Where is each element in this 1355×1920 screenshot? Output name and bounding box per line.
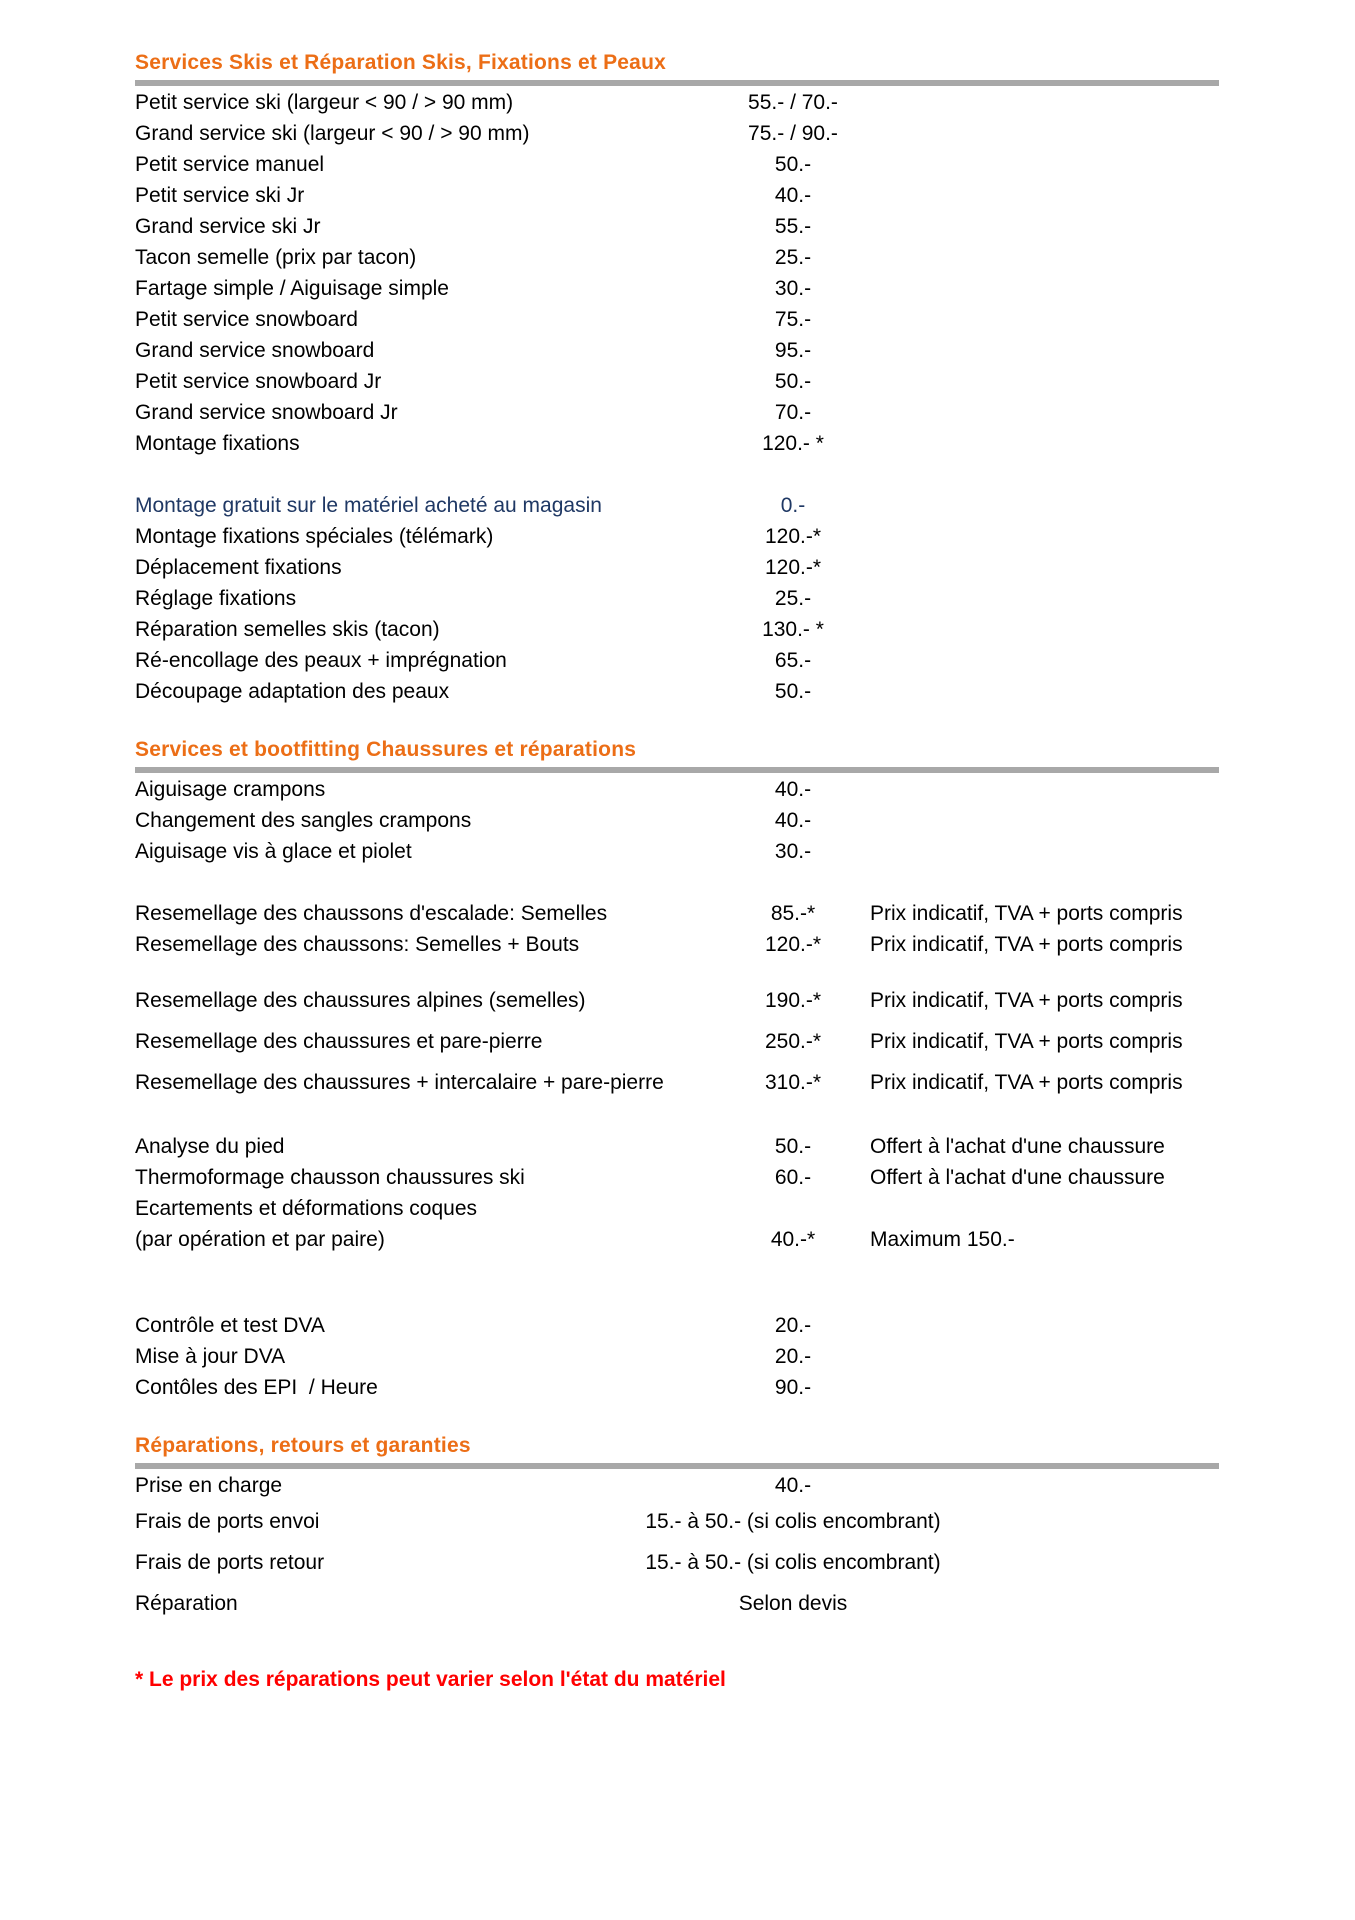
service-price: 130.- *	[762, 617, 824, 641]
service-price: 50.-	[774, 679, 812, 703]
service-label: Ré-encollage des peaux + imprégnation	[135, 648, 507, 672]
price-row	[135, 676, 1219, 707]
service-price: 15.- à 50.- (si colis encombrant)	[645, 1509, 941, 1533]
service-price: 250.-*	[764, 1029, 822, 1053]
spacer-row	[135, 459, 1219, 490]
service-label: Grand service snowboard Jr	[135, 400, 398, 424]
service-label: Thermoformage chausson chaussures ski	[135, 1165, 525, 1189]
service-price: 120.-*	[764, 555, 822, 579]
service-price: 50.-	[774, 152, 812, 176]
service-price: 70.-	[774, 400, 812, 424]
price-row	[135, 521, 1219, 552]
price-row	[135, 304, 1219, 335]
service-label: Resemellage des chaussures et pare-pierre	[135, 1029, 543, 1053]
service-price: 120.-*	[764, 524, 822, 548]
section-rows	[135, 87, 1219, 707]
service-label: Changement des sangles crampons	[135, 808, 472, 832]
service-price: 20.-	[774, 1313, 812, 1337]
service-label: Frais de ports envoi	[135, 1509, 320, 1533]
service-note: Prix indicatif, TVA + ports compris	[870, 932, 1183, 956]
price-row	[135, 1131, 1219, 1162]
service-label: Tacon semelle (prix par tacon)	[135, 245, 417, 269]
section-boots-services	[135, 737, 1219, 1403]
section-title: Réparations, retours et garanties	[135, 1434, 471, 1457]
section-divider	[135, 80, 1219, 86]
price-row	[135, 211, 1219, 242]
service-label: Découpage adaptation des peaux	[135, 679, 450, 703]
service-label: Petit service ski Jr	[135, 183, 305, 207]
service-price: 95.-	[774, 338, 812, 362]
service-label: Resemellage des chaussons d'escalade: Semelles	[135, 901, 608, 925]
service-note: Maximum 150.-	[870, 1227, 1015, 1251]
price-row	[135, 774, 1219, 805]
price-row	[135, 1583, 1219, 1624]
sections-container	[135, 50, 1219, 1624]
price-row	[135, 397, 1219, 428]
service-price: 40.-	[774, 808, 812, 832]
service-label: Prise en charge	[135, 1473, 283, 1497]
price-row	[135, 1542, 1219, 1583]
service-price: 65.-	[774, 648, 812, 672]
price-row	[135, 335, 1219, 366]
service-label: Réglage fixations	[135, 586, 297, 610]
service-label: Mise à jour DVA	[135, 1344, 286, 1368]
spacer-row	[135, 1103, 1219, 1131]
service-note: Prix indicatif, TVA + ports compris	[870, 988, 1183, 1012]
price-row	[135, 614, 1219, 645]
service-label: Analyse du pied	[135, 1134, 285, 1158]
service-label: Petit service snowboard	[135, 307, 358, 331]
service-price: 75.- / 90.-	[748, 121, 838, 145]
spacer-row	[135, 867, 1219, 898]
service-price: 40.-	[774, 183, 812, 207]
price-row	[135, 645, 1219, 676]
service-label: Montage fixations spéciales (télémark)	[135, 524, 494, 548]
price-row	[135, 1021, 1219, 1062]
service-price: 40.-	[774, 1473, 812, 1497]
service-price: 55.-	[774, 214, 812, 238]
price-row	[135, 1341, 1219, 1372]
price-row	[135, 805, 1219, 836]
price-row	[135, 1501, 1219, 1542]
service-label: Petit service manuel	[135, 152, 325, 176]
service-label: Contôles des EPI / Heure	[135, 1375, 378, 1399]
section-divider	[135, 1463, 1219, 1469]
service-label: Réparation	[135, 1591, 238, 1615]
service-price: 50.-	[774, 1134, 812, 1158]
service-price: 50.-	[774, 369, 812, 393]
service-label: Contrôle et test DVA	[135, 1313, 325, 1337]
service-label: Déplacement fixations	[135, 555, 342, 579]
price-list-content	[135, 50, 1219, 1692]
section-rows	[135, 1470, 1219, 1624]
service-price: 0.-	[780, 493, 806, 517]
price-row	[135, 242, 1219, 273]
service-label: Resemellage des chaussures alpines (semelles)	[135, 988, 586, 1012]
service-label: Montage gratuit sur le matériel acheté au magasin	[135, 493, 602, 517]
service-label: Montage fixations	[135, 431, 300, 455]
service-price: 20.-	[774, 1344, 812, 1368]
price-row	[135, 149, 1219, 180]
price-row	[135, 1224, 1219, 1255]
service-price: 60.-	[774, 1165, 812, 1189]
service-price: 120.-*	[764, 932, 822, 956]
section-divider	[135, 767, 1219, 773]
price-row	[135, 836, 1219, 867]
service-label: Grand service ski (largeur < 90 / > 90 mm)	[135, 121, 530, 145]
service-label: Ecartements et déformations coques	[135, 1196, 478, 1220]
service-label: (par opération et par paire)	[135, 1227, 385, 1251]
service-label: Frais de ports retour	[135, 1550, 325, 1574]
price-disclaimer: * Le prix des réparations peut varier selon l'état du matériel	[135, 1668, 726, 1691]
price-row	[135, 898, 1219, 929]
price-row	[135, 929, 1219, 960]
price-row	[135, 118, 1219, 149]
spacer-row	[135, 1255, 1219, 1310]
service-price: 120.- *	[762, 431, 824, 455]
price-row	[135, 980, 1219, 1021]
price-row	[135, 583, 1219, 614]
section-skis-services	[135, 50, 1219, 707]
price-row	[135, 552, 1219, 583]
price-row	[135, 1310, 1219, 1341]
spacer-row	[135, 960, 1219, 980]
service-price: 30.-	[774, 276, 812, 300]
price-row	[135, 1372, 1219, 1403]
service-price: 40.-*	[770, 1227, 816, 1251]
service-price: 55.- / 70.-	[748, 90, 838, 114]
service-label: Fartage simple / Aiguisage simple	[135, 276, 449, 300]
price-row	[135, 1193, 1219, 1224]
service-price: 90.-	[774, 1375, 812, 1399]
service-price: 15.- à 50.- (si colis encombrant)	[645, 1550, 941, 1574]
service-note: Prix indicatif, TVA + ports compris	[870, 1029, 1183, 1053]
service-label: Grand service ski Jr	[135, 214, 321, 238]
service-price: 75.-	[774, 307, 812, 331]
service-note: Prix indicatif, TVA + ports compris	[870, 901, 1183, 925]
price-row	[135, 366, 1219, 397]
price-row	[135, 180, 1219, 211]
service-price: 85.-*	[770, 901, 816, 925]
section-title: Services et bootfitting Chaussures et réparations	[135, 738, 637, 761]
price-row	[135, 1162, 1219, 1193]
service-price: 25.-	[774, 245, 812, 269]
service-label: Resemellage des chaussons: Semelles + Bouts	[135, 932, 580, 956]
service-note: Offert à l'achat d'une chaussure	[870, 1134, 1165, 1158]
price-row	[135, 428, 1219, 459]
service-label: Resemellage des chaussures + intercalaire + pare-pierre	[135, 1070, 664, 1094]
service-label: Aiguisage vis à glace et piolet	[135, 839, 412, 863]
section-title: Services Skis et Réparation Skis, Fixations et Peaux	[135, 51, 666, 74]
service-label: Petit service snowboard Jr	[135, 369, 382, 393]
section-repairs-returns	[135, 1433, 1219, 1624]
service-price: 40.-	[774, 777, 812, 801]
price-row	[135, 87, 1219, 118]
service-price: 30.-	[774, 839, 812, 863]
price-row	[135, 1062, 1219, 1103]
price-row	[135, 1470, 1219, 1501]
service-label: Aiguisage crampons	[135, 777, 326, 801]
service-note: Offert à l'achat d'une chaussure	[870, 1165, 1165, 1189]
service-price: Selon devis	[738, 1591, 848, 1615]
price-row	[135, 273, 1219, 304]
section-rows	[135, 774, 1219, 1403]
service-price: 310.-*	[764, 1070, 822, 1094]
service-note: Prix indicatif, TVA + ports compris	[870, 1070, 1183, 1094]
price-row	[135, 490, 1219, 521]
service-price: 190.-*	[764, 988, 822, 1012]
service-label: Grand service snowboard	[135, 338, 375, 362]
service-label: Réparation semelles skis (tacon)	[135, 617, 440, 641]
service-label: Petit service ski (largeur < 90 / > 90 mm)	[135, 90, 514, 114]
service-price: 25.-	[774, 586, 812, 610]
